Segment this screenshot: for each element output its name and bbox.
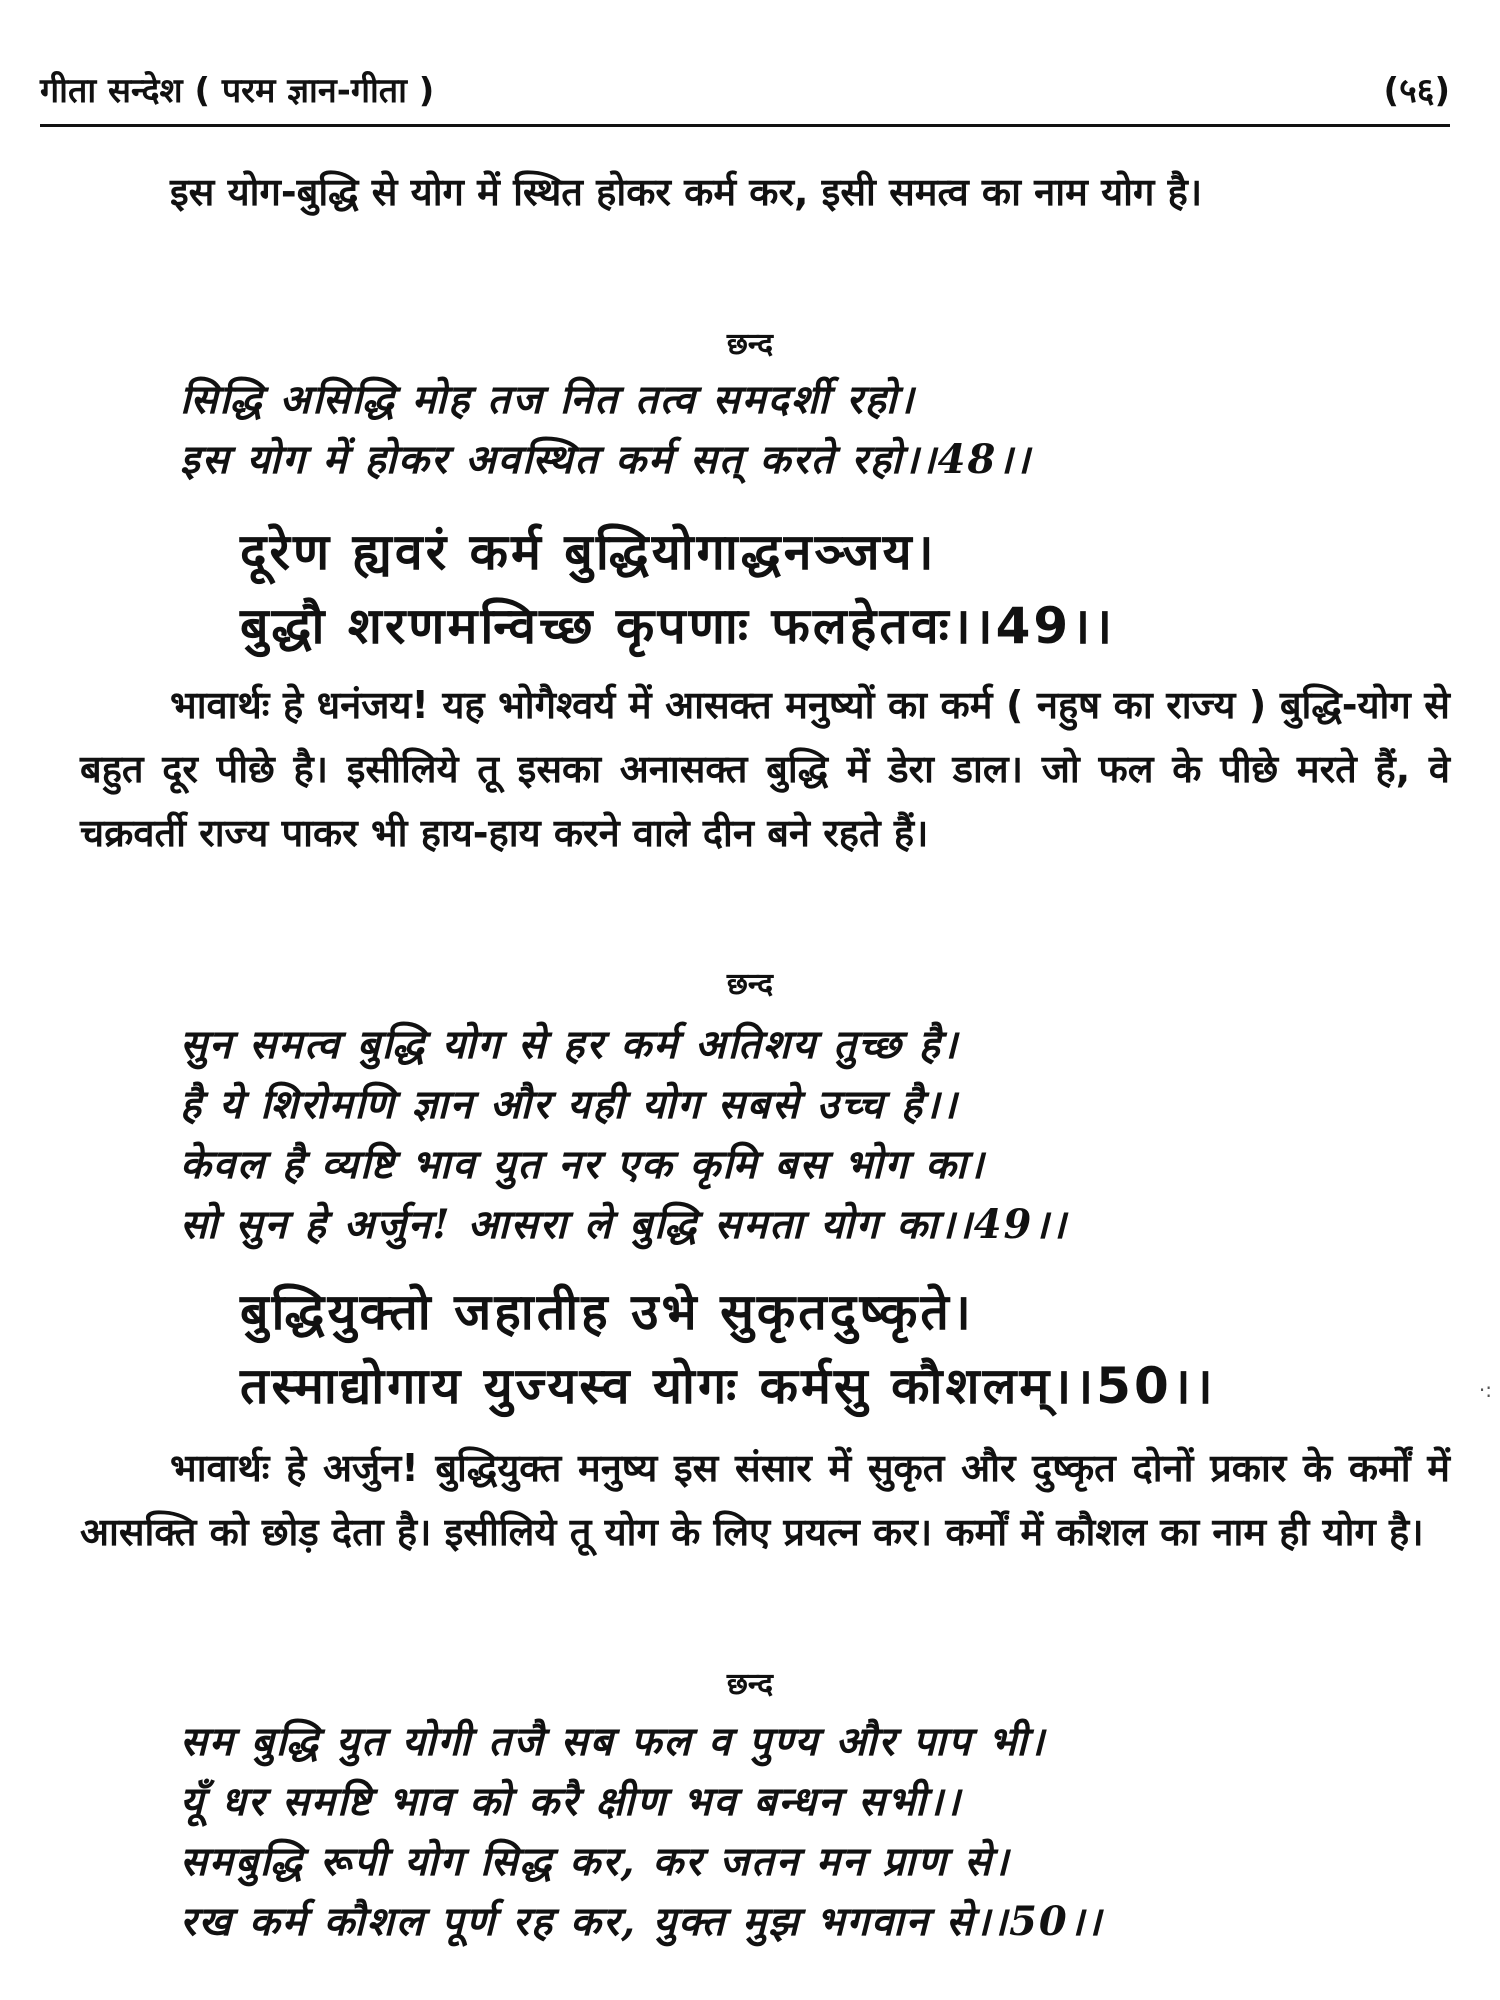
shloka-49-line-1: दूरेण ह्यवरं कर्म बुद्धियोगाद्धनञ्जय।	[240, 523, 937, 581]
verse-50-line-3: समबुद्धि रूपी योग सिद्ध कर, कर जतन मन प्राण से।	[180, 1838, 1011, 1885]
shloka-49-line-2: बुद्धौ शरणमन्विच्छ कृपणाः फलहेतवः।।49।।	[240, 597, 1116, 655]
verse-50	[180, 1712, 1440, 1952]
verse-48	[180, 370, 1440, 490]
verse-49-line-3: केवल है व्यष्टि भाव युत नर एक कृमि बस भोग का।	[180, 1141, 986, 1188]
verse-48-line-2: इस योग में होकर अवस्थित कर्म सत् करते रहो।।48।।	[180, 436, 1032, 483]
shloka-50	[240, 1275, 1440, 1423]
bhavarth-49-paragraph	[80, 673, 1450, 865]
running-title: गीता सन्देश ( परम ज्ञान-गीता )	[40, 71, 435, 111]
scan-speck: ·:	[1478, 1378, 1492, 1402]
verse-49-line-4: सो सुन हे अर्जुन! आसरा ले बुद्धि समता योग का।।49।।	[180, 1201, 1068, 1248]
chhand-heading-2: छन्द	[726, 967, 774, 1002]
verse-50-line-1: सम बुद्धि युत योगी तजै सब फल व पुण्य और पाप भी।	[180, 1718, 1046, 1765]
verse-49	[180, 1015, 1440, 1255]
verse-48-line-1: सिद्धि असिद्धि मोह तज नित तत्व समदर्शी रहो।	[180, 376, 916, 423]
shloka-50-line-2: तस्माद्योगाय युज्यस्व योगः कर्मसु कौशलम्।।50।।	[240, 1357, 1216, 1415]
bhavarth-label: भावार्थः	[170, 1446, 270, 1490]
shloka-49	[240, 515, 1440, 663]
bhavarth-50-text: हे अर्जुन! बुद्धियुक्त मनुष्य इस संसार में सुकृत और दुष्कृत दोनों प्रकार के कर्मों में आसक्ति को छोड़ देता है। इसीलिये तू योग के लिए प्रयत्न कर। कर्मों में कौशल का नाम ही योग है।	[80, 1446, 1451, 1554]
verse-50-line-2: यूँ धर समष्टि भाव को करै क्षीण भव बन्धन सभी।।	[180, 1778, 962, 1825]
verse-50-line-4: रख कर्म कौशल पूर्ण रह कर, युक्त मुझ भगवान से।।50।।	[180, 1898, 1104, 1945]
page-header	[40, 62, 1450, 127]
bhavarth-50-paragraph	[80, 1436, 1450, 1564]
chhand-heading-1: छन्द	[726, 327, 774, 362]
page-number: (५६)	[1383, 71, 1450, 111]
verse-49-line-1: सुन समत्व बुद्धि योग से हर कर्म अतिशय तुच्छ है।	[180, 1021, 959, 1068]
bhavarth-49-text: हे धनंजय! यह भोगैश्वर्य में आसक्त मनुष्यों का कर्म ( नहुष का राज्य ) बुद्धि-योग से बहुत दूर पीछे है। इसीलिये तू इसका अनासक्त बुद्धि में डेरा डाल। जो फल के पीछे मरते हैं, वे चक्रवर्ती राज्य पाकर भी हाय-हाय करने वाले दीन बने रहते हैं।	[80, 683, 1450, 855]
chhand-heading-3: छन्द	[726, 1667, 774, 1702]
verse-49-line-2: है ये शिरोमणि ज्ञान और यही योग सबसे उच्च है।।	[180, 1081, 959, 1128]
bhavarth-label: भावार्थः	[170, 683, 270, 727]
shloka-50-line-1: बुद्धियुक्तो जहातीह उभे सुकृतदुष्कृते।	[240, 1283, 974, 1341]
intro-paragraph: इस योग-बुद्धि से योग में स्थित होकर कर्म कर, इसी समत्व का नाम योग है।	[170, 170, 1203, 214]
